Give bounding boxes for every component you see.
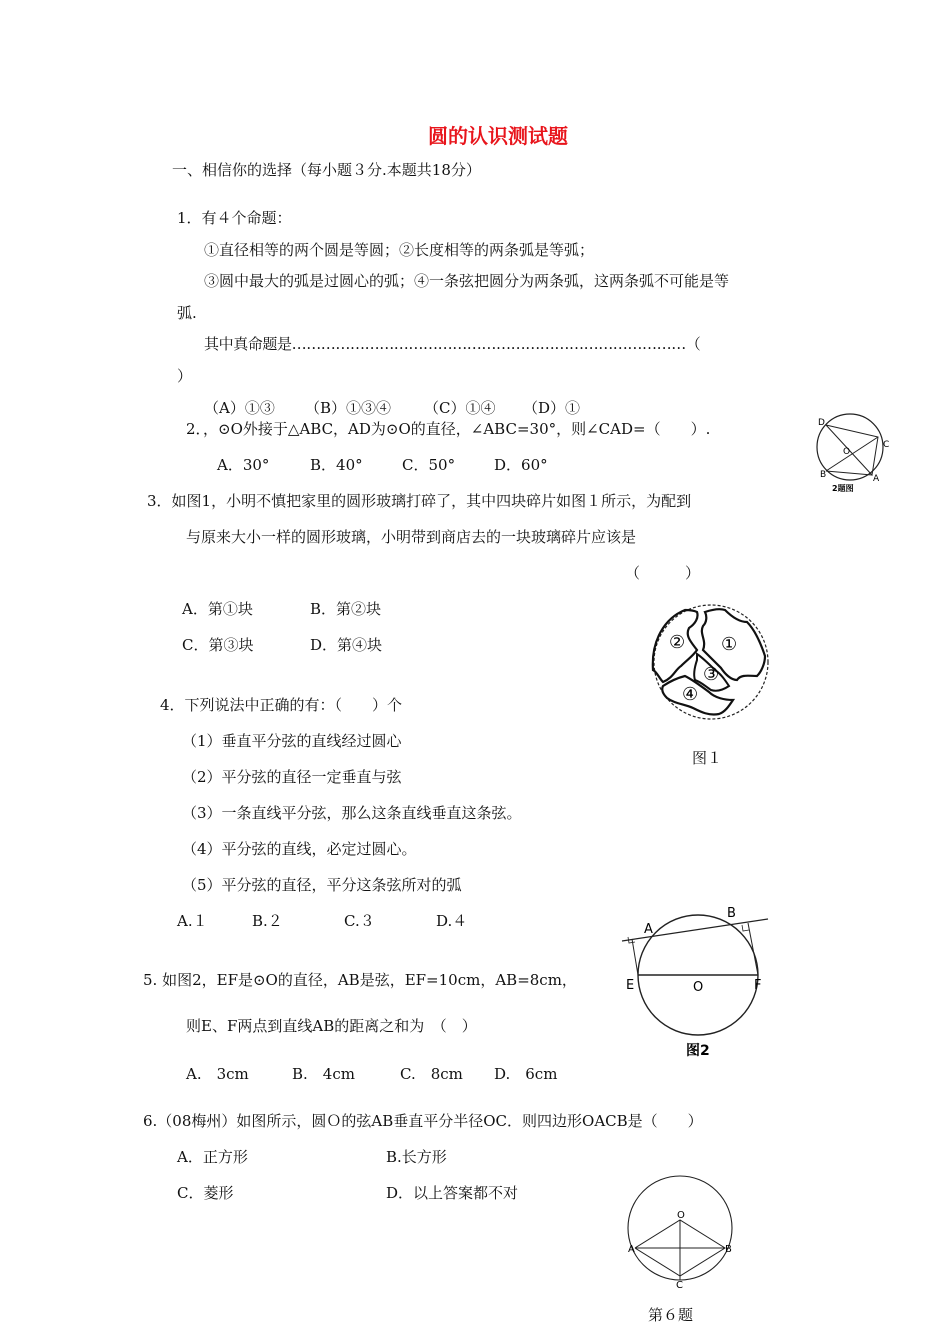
q4-item: （3）一条直线平分弦，那么这条直线垂直这条弦。 (182, 804, 522, 822)
q4-item: （4）平分弦的直线，必定过圆心。 (182, 840, 417, 858)
page-title: 圆的认识测试题 (428, 124, 568, 148)
q3-label-2: ② (669, 632, 686, 653)
q6-option: D．以上答案都不对 (386, 1184, 519, 1202)
q2-option: D．60° (494, 456, 548, 474)
q4-option: C.３ (344, 912, 375, 930)
q2-label-c: C (883, 440, 890, 450)
q6-option: B.长方形 (386, 1148, 447, 1166)
q5-option: A. 3cm (186, 1065, 249, 1083)
q1-option: （D）① (523, 399, 581, 417)
q3-fig-caption: 图１ (692, 749, 723, 767)
q6-option: C．菱形 (177, 1184, 234, 1202)
q6-figure (620, 1170, 740, 1288)
q1-line: ①直径相等的两个圆是等圆；②长度相等的两条弧是等弧； (204, 241, 595, 259)
q2-label-b: B (820, 470, 827, 480)
q1-stem: 1．有４个命题： (177, 209, 292, 227)
q4-option: A.１ (177, 912, 208, 930)
q5-label-f: F (754, 978, 762, 993)
q1-line: 弧. (177, 304, 197, 322)
q1-option: （C）①④ (424, 399, 496, 417)
q6-label-o: O (677, 1210, 685, 1221)
q3-figure (645, 600, 775, 725)
q3-option: D．第④块 (310, 636, 383, 654)
q4-item: （5）平分弦的直径，平分这条弦所对的弧 (182, 876, 462, 894)
q5-label-o: O (693, 980, 704, 995)
q2-label-o: O (843, 447, 851, 457)
q6-label-a: A (628, 1244, 635, 1255)
q4-stem: 4．下列说法中正确的有：（ ）个 (160, 696, 403, 714)
q3-line: 3．如图1，小明不慎把家里的圆形玻璃打碎了，其中四块碎片如图１所示，为配到 (147, 492, 692, 510)
q1-option: （A）①③ (204, 399, 275, 417)
q5-fig-caption: 图2 (686, 1043, 710, 1059)
q4-item: （1）垂直平分弦的直线经过圆心 (182, 732, 402, 750)
q5-line: 则E、F两点到直线AB的距离之和为 （ ） (186, 1017, 477, 1035)
q5-line: 5. 如图2，EF是⊙O的直径，AB是弦，EF=10cm，AB=8cm， (143, 971, 577, 989)
q3-paren: （ ） (625, 564, 701, 582)
q6-label-b: B (725, 1244, 732, 1255)
q4-option: B.２ (252, 912, 283, 930)
q4-item: （2）平分弦的直径一定垂直与弦 (182, 768, 402, 786)
q6-option: A．正方形 (177, 1148, 248, 1166)
q3-label-1: ① (721, 634, 738, 655)
q5-label-a: A (644, 922, 653, 937)
q3-option: A．第①块 (182, 600, 253, 618)
q6-label-c: C (676, 1280, 683, 1288)
q2-label-a: A (873, 474, 880, 484)
q1-line: ） (177, 367, 193, 385)
q3-label-3: ③ (703, 664, 720, 685)
q2-stem: 2．，⊙O外接于△ABC，AD为⊙O的直径，∠ABC=30°，则∠CAD=（ ）. (186, 420, 711, 438)
q4-option: D.４ (436, 912, 468, 930)
q5-figure (618, 903, 770, 1065)
q3-option: C．第③块 (182, 636, 254, 654)
q1-line: ③圆中最大的弧是过圆心的弧；④一条弦把圆分为两条弧，这两条弧不可能是等 (204, 272, 730, 290)
q5-option: C. 8cm (400, 1065, 463, 1083)
q3-line: 与原来大小一样的圆形玻璃，小明带到商店去的一块玻璃碎片应该是 (186, 528, 637, 546)
q2-fig-caption: 2题图 (832, 484, 854, 493)
section-heading: 一、相信你的选择（每小题３分.本题共18分） (172, 161, 481, 179)
q2-figure (810, 405, 908, 497)
q1-line: 其中真命题是………………………………………………………………………（ (204, 335, 701, 353)
q5-option: D. 6cm (494, 1065, 558, 1083)
q1-option: （B）①③④ (305, 399, 392, 417)
q2-option: B．40° (310, 456, 363, 474)
q2-option: C．50° (402, 456, 456, 474)
q5-label-b: B (727, 906, 736, 921)
q3-option: B．第②块 (310, 600, 382, 618)
q5-label-e: E (626, 978, 635, 993)
q2-label-d: D (818, 418, 825, 428)
q5-option: B. 4cm (292, 1065, 355, 1083)
q2-option: A．30° (217, 456, 270, 474)
q3-label-4: ④ (682, 684, 699, 705)
q6-fig-caption: 第６题 (648, 1306, 694, 1324)
q6-stem: 6.（08梅州）如图所示，圆Ｏ的弦AB垂直平分半径OC．则四边形OACB是（ ） (143, 1112, 703, 1130)
